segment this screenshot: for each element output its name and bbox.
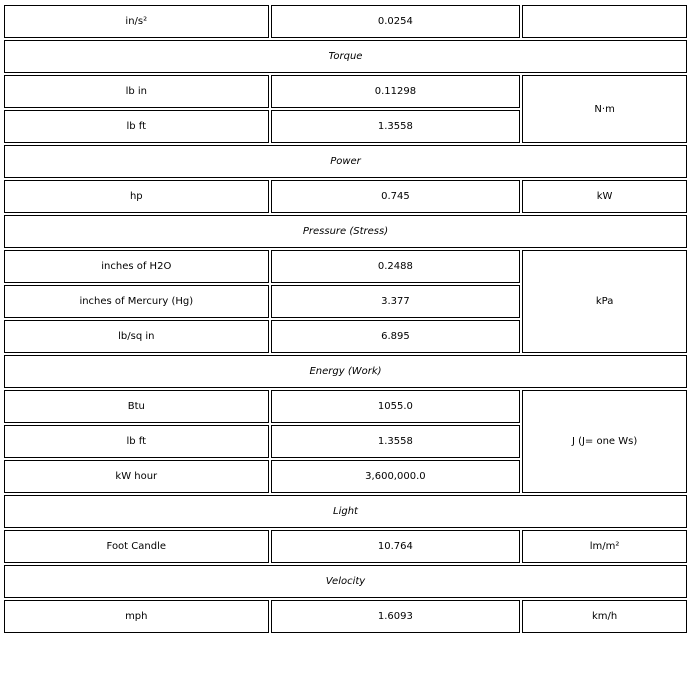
from-unit-cell: lb ft xyxy=(4,425,269,458)
table-row xyxy=(4,250,687,283)
section-header-pressure: Pressure (Stress) xyxy=(4,215,687,248)
factor-cell: 1055.0 xyxy=(271,390,521,423)
factor-cell: 10.764 xyxy=(271,530,521,563)
from-unit-cell: lb in xyxy=(4,75,269,108)
from-unit-cell: in/s² xyxy=(4,5,269,38)
to-unit-cell: lm/m² xyxy=(522,530,687,563)
to-unit-cell xyxy=(522,5,687,38)
section-header-energy: Energy (Work) xyxy=(4,355,687,388)
section-header-row xyxy=(4,565,687,598)
factor-cell: 3.377 xyxy=(271,285,521,318)
section-header-light: Light xyxy=(4,495,687,528)
table-row xyxy=(4,530,687,563)
from-unit-cell: inches of Mercury (Hg) xyxy=(4,285,269,318)
section-header-power: Power xyxy=(4,145,687,178)
section-header-velocity: Velocity xyxy=(4,565,687,598)
section-header-row xyxy=(4,495,687,528)
section-header-row xyxy=(4,40,687,73)
from-unit-cell: lb ft xyxy=(4,110,269,143)
to-unit-cell: N·m xyxy=(522,75,687,143)
table-row xyxy=(4,75,687,108)
table-row xyxy=(4,600,687,633)
from-unit-cell: Foot Candle xyxy=(4,530,269,563)
to-unit-cell: kPa xyxy=(522,250,687,353)
to-unit-cell: km/h xyxy=(522,600,687,633)
factor-cell: 3,600,000.0 xyxy=(271,460,521,493)
factor-cell: 1.6093 xyxy=(271,600,521,633)
factor-cell: 0.2488 xyxy=(271,250,521,283)
to-unit-cell: J (J= one Ws) xyxy=(522,390,687,493)
from-unit-cell: hp xyxy=(4,180,269,213)
factor-cell: 0.745 xyxy=(271,180,521,213)
section-header-row xyxy=(4,145,687,178)
section-header-torque: Torque xyxy=(4,40,687,73)
from-unit-cell: inches of H2O xyxy=(4,250,269,283)
factor-cell: 6.895 xyxy=(271,320,521,353)
section-header-row xyxy=(4,215,687,248)
table-row xyxy=(4,390,687,423)
conversion-table xyxy=(2,3,689,635)
to-unit-cell: kW xyxy=(522,180,687,213)
from-unit-cell: Btu xyxy=(4,390,269,423)
from-unit-cell: mph xyxy=(4,600,269,633)
from-unit-cell: lb/sq in xyxy=(4,320,269,353)
section-header-row xyxy=(4,355,687,388)
factor-cell: 1.3558 xyxy=(271,425,521,458)
factor-cell: 1.3558 xyxy=(271,110,521,143)
from-unit-cell: kW hour xyxy=(4,460,269,493)
table-row xyxy=(4,180,687,213)
table-row xyxy=(4,5,687,38)
factor-cell: 0.0254 xyxy=(271,5,521,38)
factor-cell: 0.11298 xyxy=(271,75,521,108)
